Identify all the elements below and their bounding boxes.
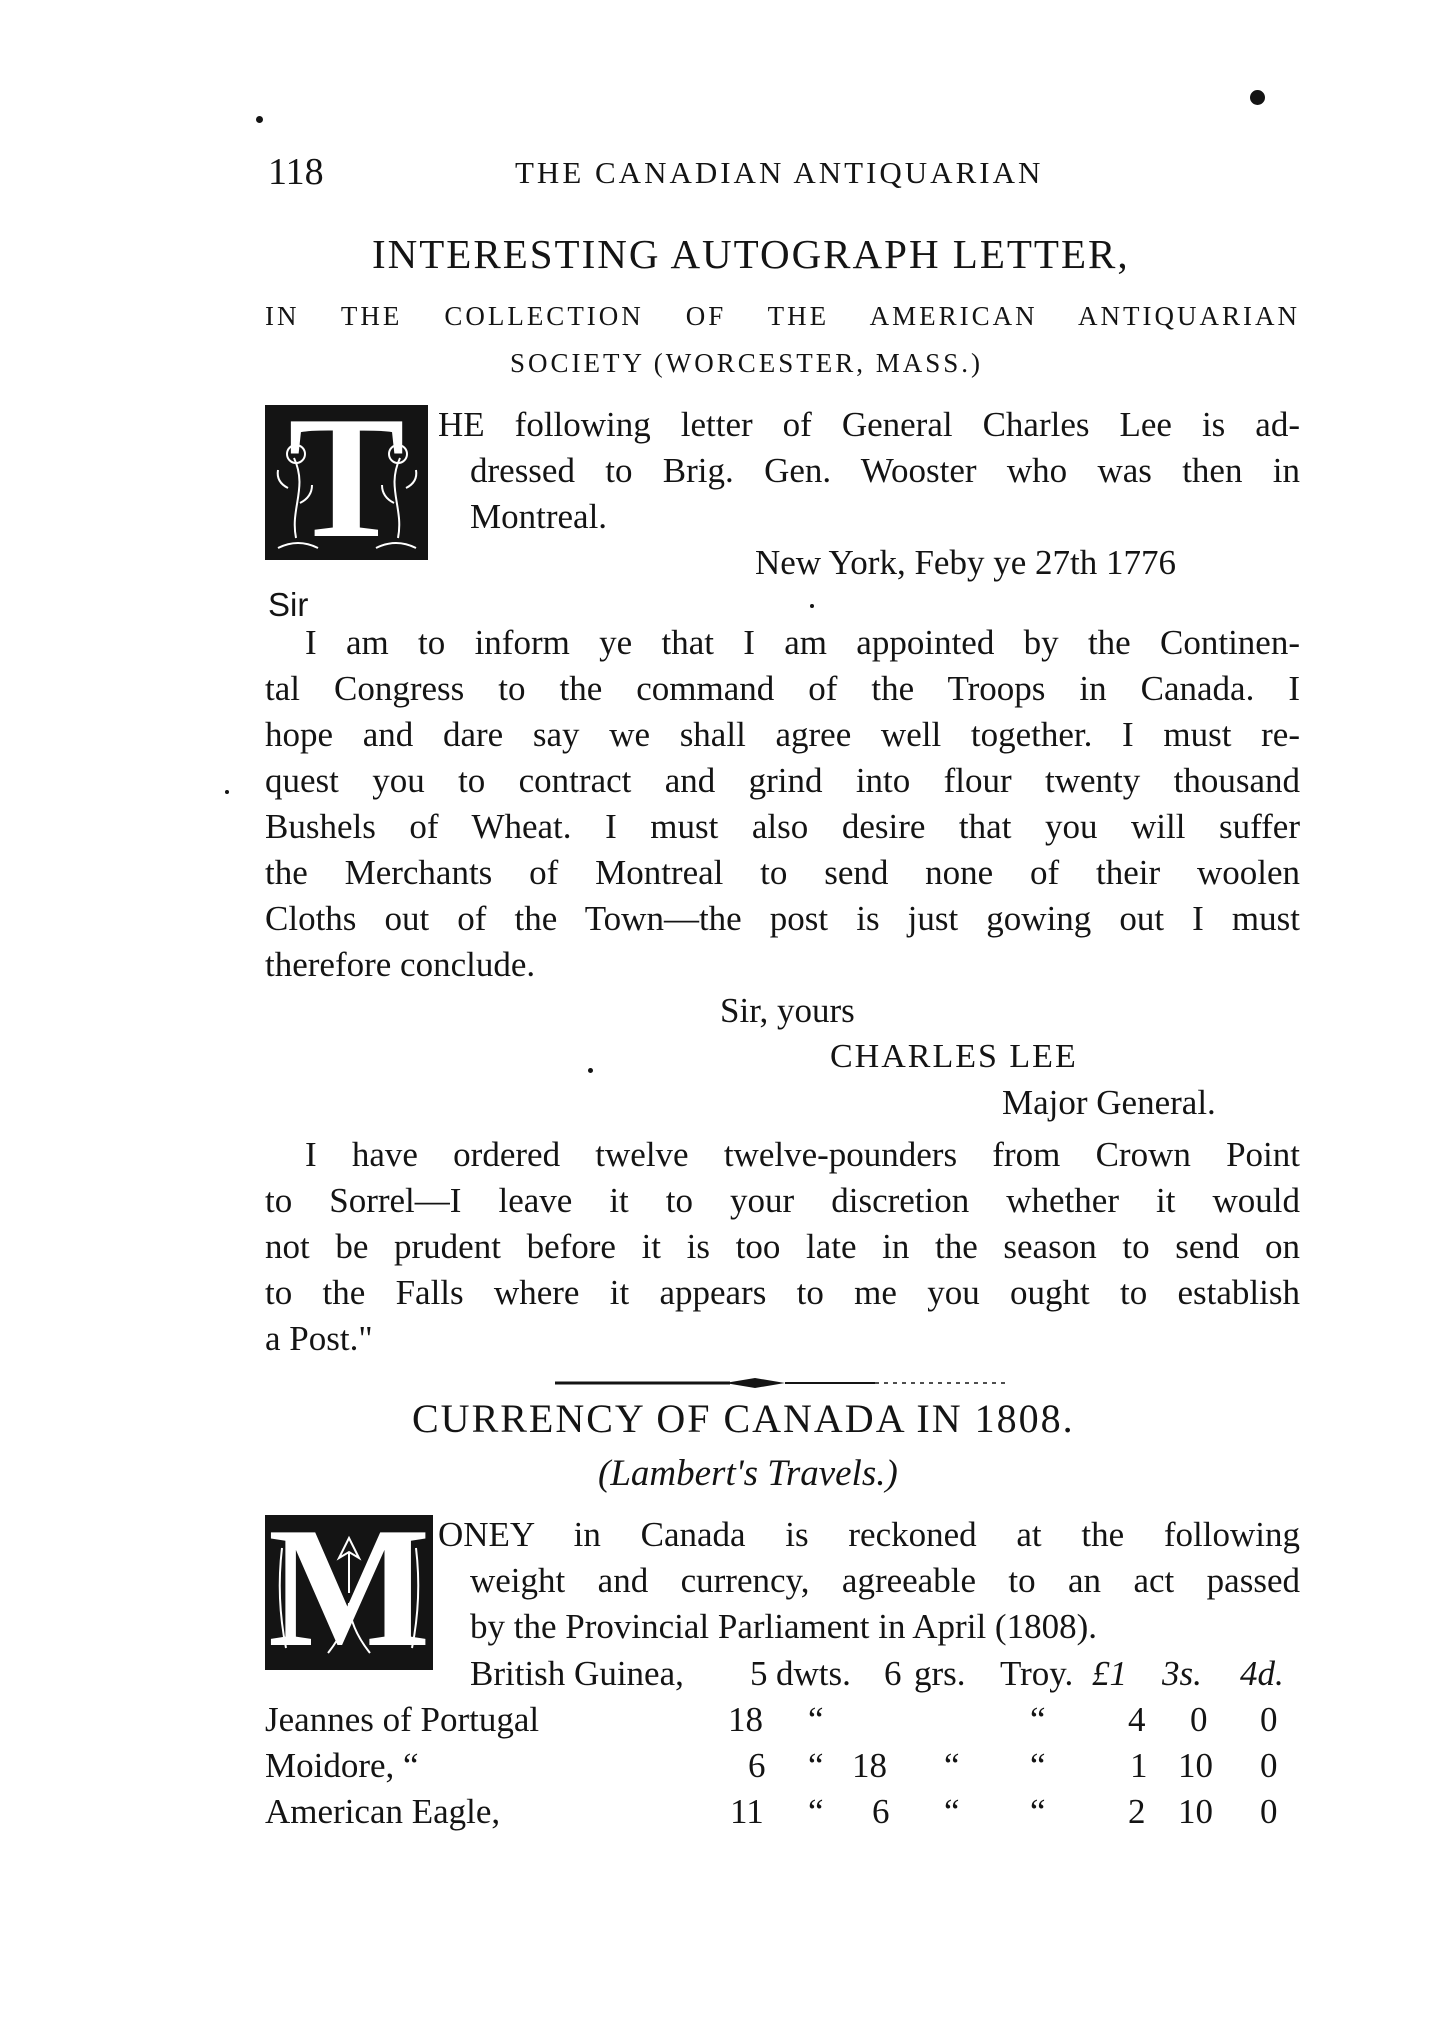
signature-name: CHARLES LEE xyxy=(830,1038,1078,1075)
signature-title: Major General. xyxy=(1002,1083,1216,1122)
drop-cap-letter: T xyxy=(288,405,405,560)
coin-name: Moidore, “ xyxy=(265,1746,419,1785)
ink-speck xyxy=(1250,90,1265,105)
value-pence: 0 xyxy=(1260,1700,1278,1739)
value-pounds: 2 xyxy=(1128,1792,1146,1831)
letter-body-line: quest you to contract and grind into flour twenty thousand xyxy=(265,761,1300,800)
ink-speck xyxy=(225,790,229,794)
letter-body-line: Cloths out of the Town—the post is just gowing out I must xyxy=(265,899,1300,938)
weight-grs-label: grs. xyxy=(914,1654,966,1693)
value-pounds: 4 xyxy=(1128,1700,1146,1739)
intro-line: weight and currency, agreeable to an act passed xyxy=(470,1561,1300,1600)
ink-speck xyxy=(588,1068,593,1073)
drop-cap-t xyxy=(265,405,428,560)
intro-line: HE following letter of General Charles Lee is ad- xyxy=(438,405,1300,444)
article-source: (Lambert's Travels.) xyxy=(598,1453,898,1494)
postscript-line: to Sorrel—I leave it to your discretion whether it would xyxy=(265,1181,1300,1220)
weight-dwts-label: dwts. xyxy=(776,1654,851,1693)
letter-body-line: therefore conclude. xyxy=(265,945,536,984)
weight-grs: 18 xyxy=(852,1746,887,1785)
value-pounds: 1 xyxy=(1130,1746,1148,1785)
intro-line: ONEY in Canada is reckoned at the following xyxy=(438,1515,1300,1554)
ink-speck xyxy=(256,116,263,123)
weight-dwts-label: “ xyxy=(808,1746,824,1785)
weight-standard: “ xyxy=(1030,1792,1046,1831)
weight-grs-label: “ xyxy=(944,1792,960,1831)
letter-body-line: Bushels of Wheat. I must also desire that you will suffer xyxy=(265,807,1300,846)
value-pounds: £1 xyxy=(1092,1654,1127,1693)
weight-standard: Troy. xyxy=(1000,1654,1074,1693)
weight-dwts: 18 xyxy=(728,1700,763,1739)
postscript-line: a Post." xyxy=(265,1319,373,1358)
intro-line: by the Provincial Parliament in April (1808). xyxy=(470,1607,1097,1646)
weight-grs: 6 xyxy=(872,1792,890,1831)
weight-grs-label: “ xyxy=(944,1746,960,1785)
closing: Sir, yours xyxy=(720,991,855,1030)
letter-body-line: tal Congress to the command of the Troops in Canada. I xyxy=(265,669,1300,708)
weight-standard: “ xyxy=(1030,1700,1046,1739)
letter-body-line: the Merchants of Montreal to send none of their woolen xyxy=(265,853,1300,892)
weight-dwts: 5 xyxy=(750,1654,768,1693)
postscript-line: to the Falls where it appears to me you ought to establish xyxy=(265,1273,1300,1312)
value-shillings: 10 xyxy=(1178,1746,1213,1785)
postscript-line: I have ordered twelve twelve-pounders from Crown Point xyxy=(305,1135,1300,1174)
weight-dwts: 11 xyxy=(730,1792,764,1831)
intro-line: Montreal. xyxy=(470,497,608,536)
dateline: New York, Feby ye 27th 1776 xyxy=(755,543,1176,582)
page-number: 118 xyxy=(268,151,324,193)
article-title: CURRENCY OF CANADA IN 1808. xyxy=(412,1396,1075,1441)
drop-cap-m xyxy=(265,1515,433,1670)
weight-grs: 6 xyxy=(884,1654,902,1693)
postscript-line: not be prudent before it is too late in the season to send on xyxy=(265,1227,1300,1266)
value-pence: 0 xyxy=(1260,1746,1278,1785)
drop-cap-letter: M xyxy=(268,1515,431,1670)
article-title: INTERESTING AUTOGRAPH LETTER, xyxy=(372,231,1130,277)
coin-name: American Eagle, xyxy=(265,1792,501,1831)
coin-name: British Guinea, xyxy=(470,1654,684,1693)
value-shillings: 10 xyxy=(1178,1792,1213,1831)
letter-body-line: I am to inform ye that I am appointed by the Continen- xyxy=(305,623,1300,662)
coin-name: Jeannes of Portugal xyxy=(265,1700,540,1739)
article-subtitle: IN THE COLLECTION OF THE AMERICAN ANTIQUARIAN xyxy=(265,301,1300,331)
weight-dwts-label: “ xyxy=(808,1792,824,1831)
value-pence: 0 xyxy=(1260,1792,1278,1831)
weight-dwts: 6 xyxy=(748,1746,766,1785)
ink-speck xyxy=(810,604,814,608)
weight-standard: “ xyxy=(1030,1746,1046,1785)
section-divider xyxy=(555,1375,1015,1391)
letter-body-line: hope and dare say we shall agree well together. I must re- xyxy=(265,715,1300,754)
value-shillings: 0 xyxy=(1190,1700,1208,1739)
running-title: THE CANADIAN ANTIQUARIAN xyxy=(515,155,1044,190)
value-pence: 4d. xyxy=(1240,1654,1284,1693)
salutation: Sir xyxy=(268,586,309,623)
article-subtitle: SOCIETY (WORCESTER, MASS.) xyxy=(510,348,984,378)
weight-dwts-label: “ xyxy=(808,1700,824,1739)
value-shillings: 3s. xyxy=(1162,1654,1202,1693)
intro-line: dressed to Brig. Gen. Wooster who was then in xyxy=(470,451,1300,490)
